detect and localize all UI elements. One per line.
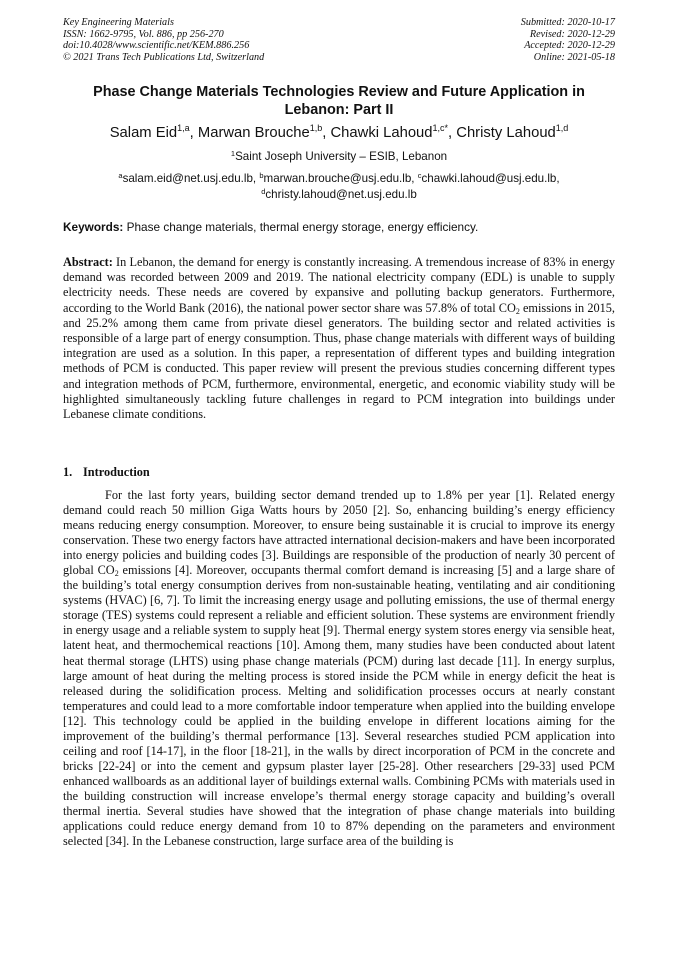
abstract-label: Abstract: <box>63 255 113 269</box>
body-text: For the last forty years, building sector demand trended up to 1.8% per year [1]. Related energy demand could reach 50 million Giga Watts hours by 2050 [2]. So, enhancing building’s energy efficiency means reducing energy consumption. Moreover, to ensure being sustainable it is crucial to improve its energy conservation. These two energy factors have attracted international decision-makers and have been incorporated into energy policies and building codes [3]. Buildings are responsible of the production of nearly 30 percent of global CO <box>63 488 615 578</box>
author-name: Christy Lahoud <box>456 125 556 141</box>
accepted-date: Accepted: 2020-12-29 <box>524 40 615 52</box>
section-title: Introduction <box>83 465 150 479</box>
email-address: marwan.brouche@usj.edu.lb, <box>263 172 418 185</box>
affiliation-mark: 1 <box>230 149 236 158</box>
copyright-line: © 2021 Trans Tech Publications Ltd, Switzerland <box>63 51 265 63</box>
abstract-text: emissions in 2015, and 25.2% among them came from private diesel generators. The building sector and related activities is responsible of a large part of energy consumption. Thus, phase change materials with different ways of building integration are used as a solution. In this paper, a representation of different types and building integration methods of PCM is conducted. This paper review will present the previous studies concerning different types and integration methods of PCM, furthermore, environmental, energetic, and economic viability study will be highlighted simultaneously tackling future challenges in regard to PCM integration into buildings under Lebanese climate conditions. <box>63 300 615 422</box>
author-name: Chawki Lahoud <box>330 125 433 141</box>
online-date: Online: 2021-05-18 <box>533 51 615 63</box>
keywords <box>63 220 615 234</box>
author-emails <box>60 171 618 202</box>
author-affiliation-mark: 1,a <box>177 123 190 133</box>
author-name: Salam Eid <box>109 125 178 141</box>
subscript: 2 <box>515 306 520 316</box>
author-separator: , <box>322 125 331 141</box>
author-list <box>40 124 638 142</box>
affiliation-text: Saint Joseph University – ESIB, Lebanon <box>235 150 448 163</box>
author-affiliation-mark: 1,c* <box>432 123 449 133</box>
author-separator: , <box>448 125 457 141</box>
abstract-text: In Lebanon, the demand for energy is constantly increasing. A tremendous increase of 83% in energy demand was recorded between 2009 and 2019. The national electricity company (EDL) is unable to supply electricity needs. These needs are covered by expansive and polluting backup generators. Furthermore, according to the World Bank (2016), the national power sector share was 57.8% of total CO <box>63 255 615 315</box>
author-separator: , <box>189 125 198 141</box>
introduction-paragraph <box>63 488 615 849</box>
email-address: christy.lahoud@net.usj.edu.lb <box>265 187 417 201</box>
body-text: emissions [4]. Moreover, occupants thermal comfort demand is increasing [5] and a large share of the building’s total energy consumption derives from non-sustainable heating, ventilating and air conditioning systems (HVAC) [6, 7]. To limit the increasing energy usage and polluting emissions, the use of thermal energy storage (TES) systems could represent a reliable and efficient solution. These systems are environment friendly in energy usage and a reliable system to supply heat [9]. Thermal energy system stores energy via sensible heat, latent heat, and thermochemical reactions [10]. Among them, many studies have been conducted about latent heat thermal storage (LHTS) using phase change materials (PCM) during last decade [11]. In energy surplus, large amount of heat during the melting process is stored inside the PCM while in energy deficit the heat is released during the solidification process. Melting and solidification processes occurs at nearly constant temperatures and could lead to a more comfortable indoor temperature when applied into the building envelope [12]. This technology could be applied in the building envelope in different locations aiming for the improvement of the building’s thermal performance [13]. Several researches studied PCM application into ceiling and roof [14-17], in the floor [18-21], in the walls by direct incorporation of PCM in the concrete and bricks [22-24] or into the cement and gypsum plaster layer [25-28]. Other researchers [29-33] used PCM enhanced wallboards as an additional layer of buildings external walls. Combining PCMs with materials used in the building construction will increase envelope’s thermal energy storage capacity and building’s overall thermal inertia. Several studies have showed that the integration of phase change materials into building applications could reduce energy demand from 10 to 87% depending on the parameters and environment selected [34]. In the Lebanese construction, large surface area of the building is <box>63 563 615 849</box>
email-mark: b <box>259 171 264 180</box>
author-affiliation-mark: 1,d <box>555 123 569 133</box>
journal-name: Key Engineering Materials <box>63 17 174 28</box>
email-mark: d <box>261 186 266 196</box>
issn-line: ISSN: 1662-9795, Vol. 886, pp 256-270 <box>63 28 224 40</box>
affiliation <box>60 150 618 164</box>
publication-dates <box>521 17 615 63</box>
subscript: 2 <box>114 569 119 579</box>
section-number: 1. <box>63 465 73 479</box>
section-heading <box>63 465 150 480</box>
email-mark: c <box>417 171 422 180</box>
submitted-date: Submitted: 2020-10-17 <box>520 17 615 28</box>
doi-line: doi:10.4028/www.scientific.net/KEM.886.256 <box>63 40 250 52</box>
abstract <box>63 255 615 422</box>
keywords-label: Keywords: <box>63 220 124 234</box>
author-affiliation-mark: 1,b <box>309 123 323 133</box>
journal-info <box>63 17 264 63</box>
email-address: salam.eid@net.usj.edu.lb, <box>122 172 260 185</box>
revised-date: Revised: 2020-12-29 <box>529 28 615 40</box>
email-address: chawki.lahoud@usj.edu.lb, <box>421 172 560 185</box>
author-name: Marwan Brouche <box>197 125 310 141</box>
paper-title: Phase Change Materials Technologies Review and Future Application in Lebanon: Part II <box>93 84 585 118</box>
email-mark: a <box>118 171 123 180</box>
journal-header <box>63 17 615 63</box>
keywords-text: Phase change materials, thermal energy storage, energy efficiency. <box>123 220 479 234</box>
